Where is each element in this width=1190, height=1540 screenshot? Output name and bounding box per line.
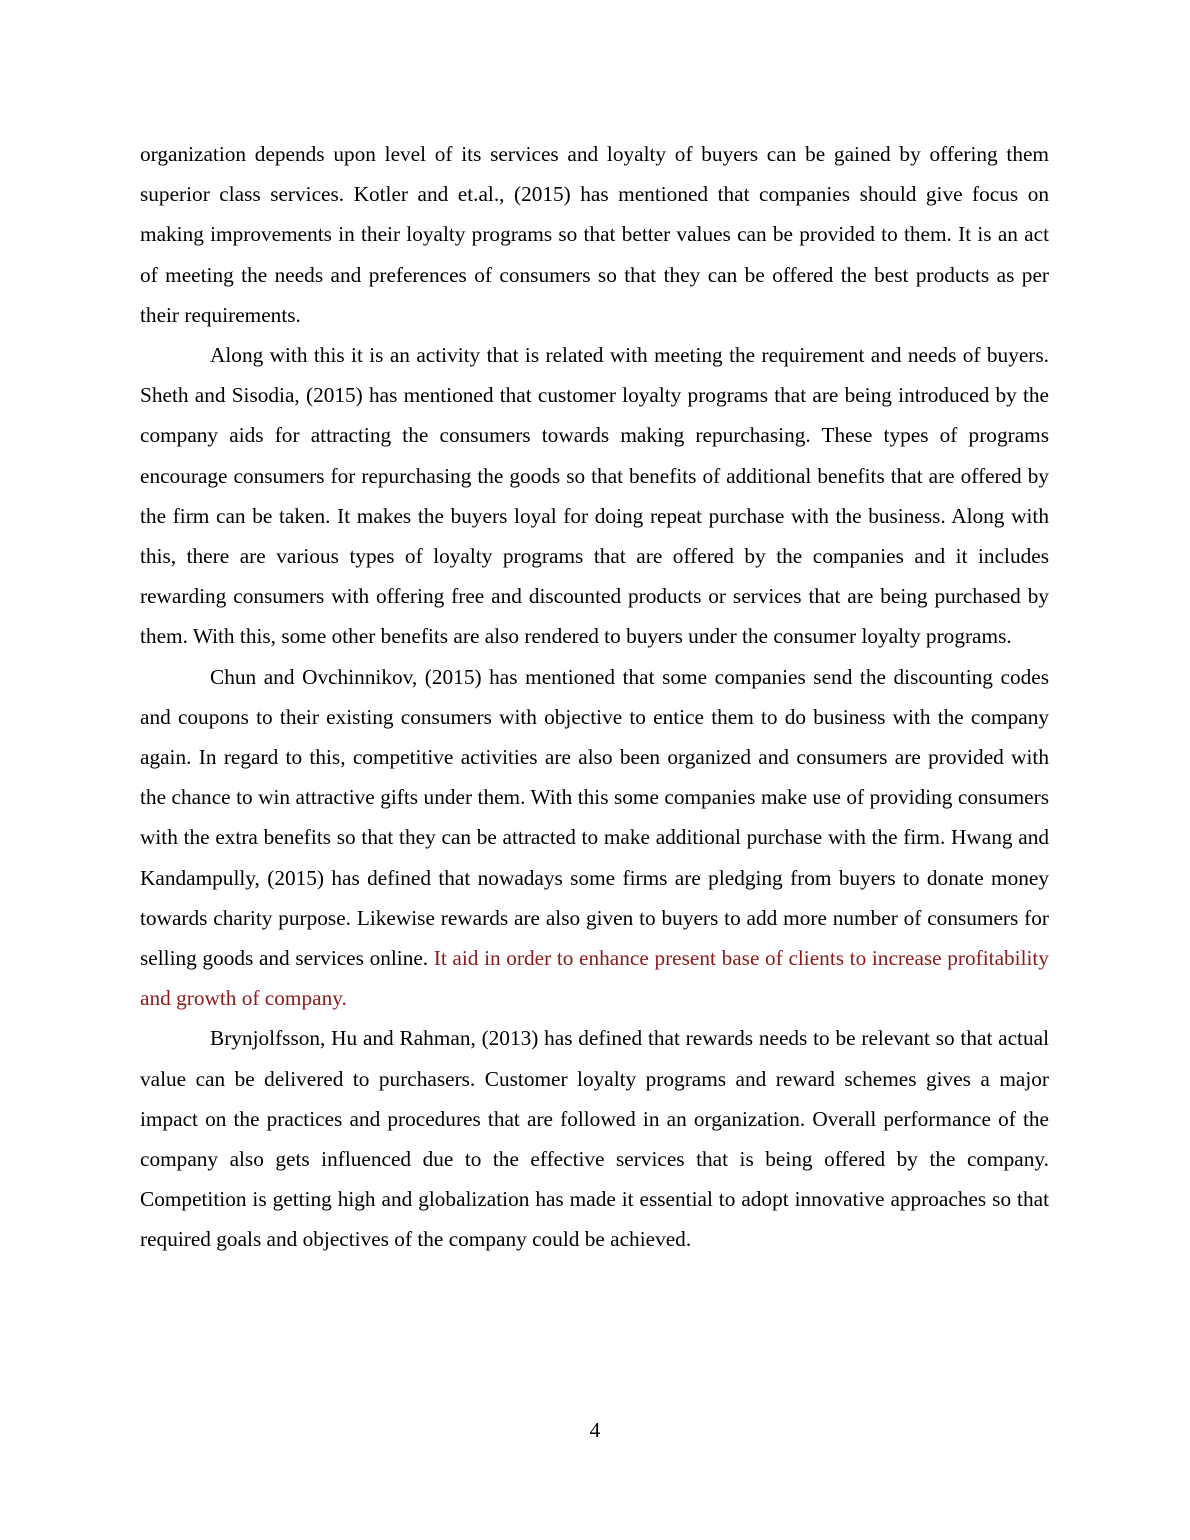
paragraph-3-text: Chun and Ovchinnikov, (2015) has mentioned that some companies send the discounting codes and coupons to their existing consumers with objective to entice them to do business with the company again. In regard to this, competitive activities are also been organized and consumers are provided with the chance to win attractive gifts under them. With this some companies make use of providing consumers with the extra benefits so that they can be attracted to make additional purchase with the firm. Hwang and Kandampully, (2015) has defined that nowadays some firms are pledging from buyers to donate money towards charity purpose. Likewise rewards are also given to buyers to add more number of consumers for selling goods and services online.: [140, 664, 1049, 971]
paragraph-3: [140, 657, 1049, 1019]
paragraph-2: Along with this it is an activity that is related with meeting the requirement and needs of buyers. Sheth and Sisodia, (2015) has mentioned that customer loyalty programs that are being introduced by the company aids for attracting the consumers towards making repurchasing. These types of programs encourage consumers for repurchasing the goods so that benefits of additional benefits that are offered by the firm can be taken. It makes the buyers loyal for doing repeat purchase with the business. Along with this, there are various types of loyalty programs that are offered by the companies and it includes rewarding consumers with offering free and discounted products or services that are being purchased by them. With this, some other benefits are also rendered to buyers under the consumer loyalty programs.: [140, 343, 1049, 649]
page-number: 4: [589, 1418, 601, 1442]
paragraph-4: Brynjolfsson, Hu and Rahman, (2013) has defined that rewards needs to be relevant so that actual value can be delivered to purchasers. Customer loyalty programs and reward schemes gives a major impact on the practices and procedures that are followed in an organization. Overall performance of the company also gets influenced due to the effective services that is being offered by the company. Competition is getting high and globalization has made it essential to adopt innovative approaches so that required goals and objectives of the company could be achieved.: [140, 1026, 1049, 1252]
paragraph-1: organization depends upon level of its services and loyalty of buyers can be gained by offering them superior class services. Kotler and et.al., (2015) has mentioned that companies should give focus on making improvements in their loyalty programs so that better values can be provided to them. It is an act of meeting the needs and preferences of consumers so that they can be offered the best products as per their requirements.: [140, 142, 1049, 327]
body-text: [140, 134, 1049, 1260]
highlighted-text: It aid in order to enhance present base of clients to increase profitability and growth of company.: [140, 946, 1050, 1011]
